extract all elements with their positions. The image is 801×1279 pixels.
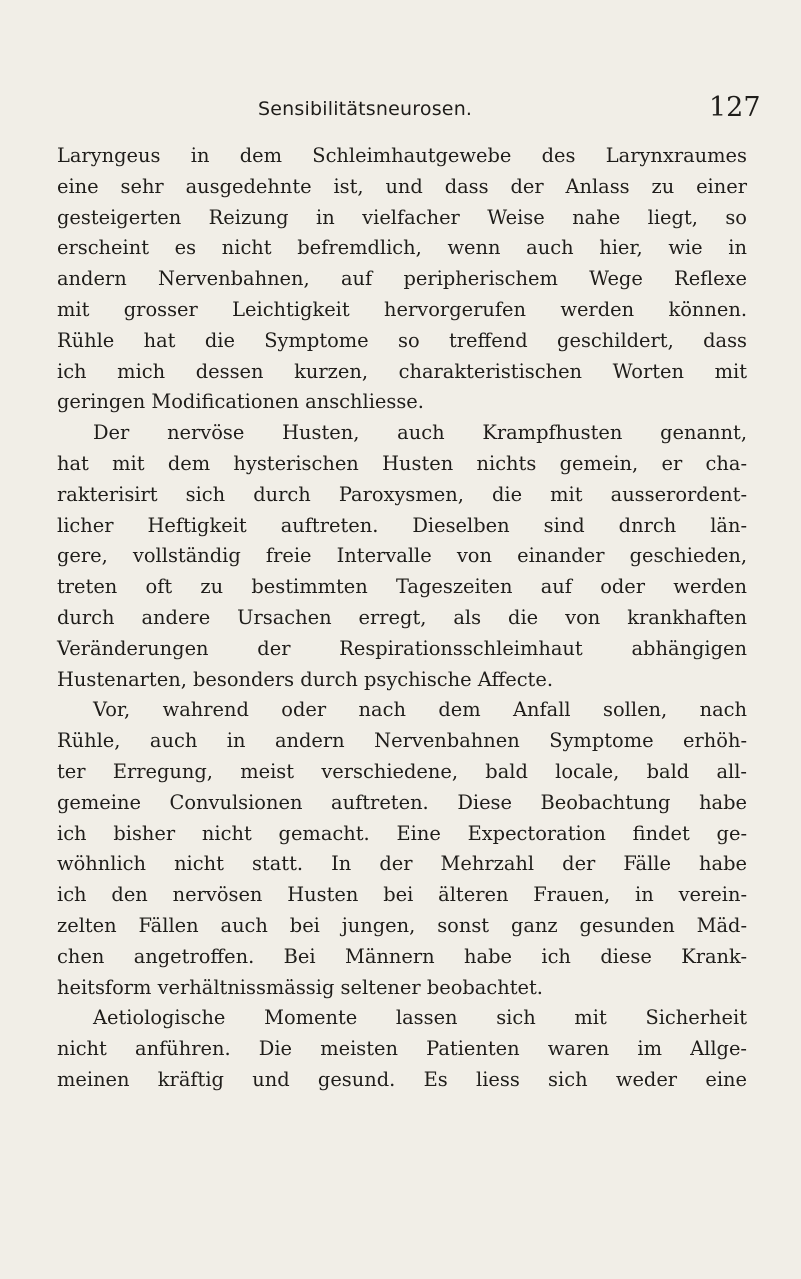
text-line: heitsform verhältnissmässig seltener beobachtet. <box>57 975 543 999</box>
text-line: mit grosser Leichtigkeit hervorgerufen werden können. <box>57 297 747 321</box>
text-line: ich mich dessen kurzen, charakteristischen Worten mit <box>57 359 747 383</box>
text-line: gesteigerten Reizung in vielfacher Weise nahe liegt, so <box>57 205 747 229</box>
text-line: zelten Fällen auch bei jungen, sonst ganz gesunden Mäd- <box>57 913 747 937</box>
running-title: Sensibilitätsneurosen. <box>258 98 473 120</box>
text-line: Veränderungen der Respirationsschleimhaut abhängigen <box>57 636 747 660</box>
text-line: chen angetroffen. Bei Männern habe ich diese Krank- <box>57 944 747 968</box>
body-text <box>57 141 747 1096</box>
text-line: Der nervöse Husten, auch Krampfhusten genannt, <box>93 421 747 445</box>
text-line: wöhnlich nicht statt. In der Mehrzahl der Fälle habe <box>57 852 747 876</box>
text-line: Vor, wahrend oder nach dem Anfall sollen, nach <box>93 698 747 722</box>
page-number: 127 <box>709 92 761 123</box>
text-line: ter Erregung, meist verschiedene, bald locale, bald all- <box>57 759 747 783</box>
text-line: Aetiologische Momente lassen sich mit Sicherheit <box>93 1006 747 1030</box>
text-line: hat mit dem hysterischen Husten nichts gemein, er cha- <box>57 451 747 475</box>
text-line: Rühle hat die Symptome so treffend geschildert, dass <box>57 328 747 352</box>
text-line: nicht anführen. Die meisten Patienten waren im Allge- <box>57 1037 747 1061</box>
text-line: andern Nervenbahnen, auf peripherischem Wege Reflexe <box>57 267 747 291</box>
text-line: ich bisher nicht gemacht. Eine Expectoration findet ge- <box>57 821 747 845</box>
text-line: gere, vollständig freie Intervalle von einander geschieden, <box>57 544 747 568</box>
text-line: Hustenarten, besonders durch psychische Affecte. <box>57 667 553 691</box>
text-line: ich den nervösen Husten bei älteren Frauen, in verein- <box>57 883 747 907</box>
text-line: erscheint es nicht befremdlich, wenn auch hier, wie in <box>57 236 747 260</box>
text-line: Rühle, auch in andern Nervenbahnen Symptome erhöh- <box>57 729 747 753</box>
running-header <box>0 94 801 124</box>
text-line: treten oft zu bestimmten Tageszeiten auf oder werden <box>57 575 747 599</box>
text-line: licher Heftigkeit auftreten. Dieselben sind dnrch län- <box>57 513 747 537</box>
text-line: durch andere Ursachen erregt, als die von krankhaften <box>57 605 747 629</box>
text-line: geringen Modificationen anschliesse. <box>57 390 424 414</box>
text-line: meinen kräftig und gesund. Es liess sich weder eine <box>57 1067 747 1091</box>
text-line: eine sehr ausgedehnte ist, und dass der Anlass zu einer <box>57 174 747 198</box>
text-line: gemeine Convulsionen auftreten. Diese Beobachtung habe <box>57 790 747 814</box>
text-line: Laryngeus in dem Schleimhautgewebe des Larynxraumes <box>57 144 747 167</box>
text-line: rakterisirt sich durch Paroxysmen, die mit ausserordent- <box>57 482 747 506</box>
